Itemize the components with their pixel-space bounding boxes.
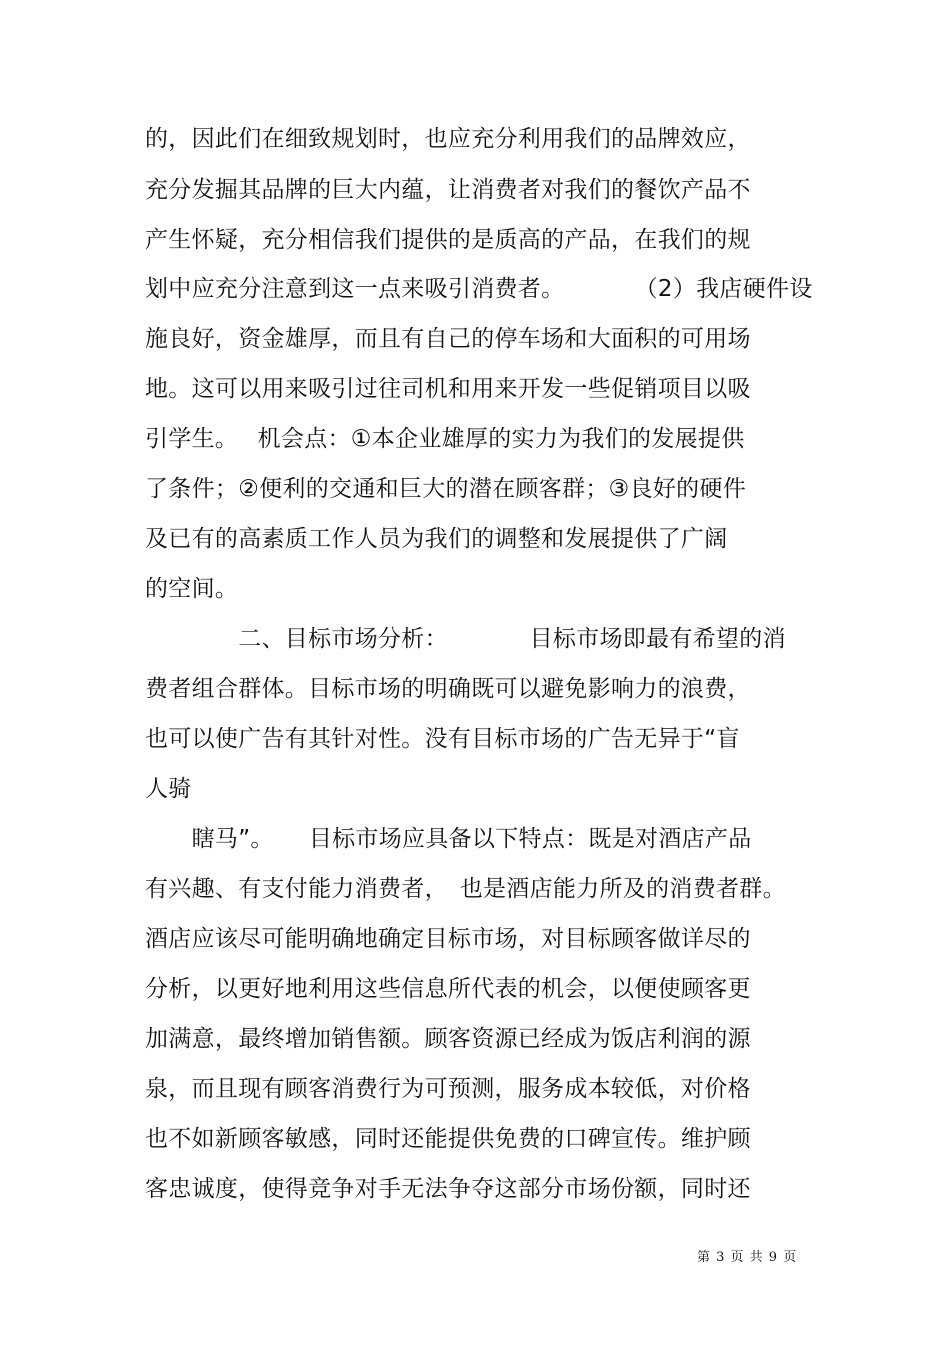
- text-line: 泉，而且现有顾客消费行为可预测，服务成本较低，对价格: [145, 1076, 751, 1102]
- text-line: 人骑: [145, 776, 192, 802]
- text-line: 充分发掘其品牌的巨大内蕴，让消费者对我们的餐饮产品不: [145, 177, 751, 203]
- text-line: 也不如新顾客敏感，同时还能提供免费的口碑宣传。维护顾: [145, 1126, 751, 1152]
- text-line: 的，因此们在细致规划时，也应充分利用我们的品牌效应，: [145, 126, 751, 152]
- text-line: 产生怀疑，充分相信我们提供的是质高的产品，在我们的规: [145, 227, 751, 253]
- page-number-footer: 第 3 页 共 9 页: [697, 1250, 798, 1265]
- text-line: 分析，以更好地利用这些信息所代表的机会，以便使顾客更: [145, 976, 751, 1002]
- text-line: 的空间。: [145, 576, 239, 602]
- text-line: 引学生。 机会点：①本企业雄厚的实力为我们的发展提供: [145, 426, 745, 452]
- text-line: 客忠诚度，使得竞争对手无法争夺这部分市场份额，同时还: [145, 1176, 751, 1202]
- text-line: 有兴趣、有支付能力消费者， 也是酒店能力所及的消费者群。: [145, 876, 786, 902]
- text-line: 费者组合群体。目标市场的明确既可以避免影响力的浪费，: [145, 676, 751, 702]
- text-line: 地。这可以用来吸引过往司机和用来开发一些促销项目以吸: [145, 376, 751, 402]
- text-line: 划中应充分注意到这一点来吸引消费者。 （2）我店硬件设: [145, 276, 813, 302]
- text-line: 二、目标市场分析： 目标市场即最有希望的消: [145, 626, 786, 652]
- text-line: 加满意，最终增加销售额。顾客资源已经成为饭店利润的源: [145, 1026, 751, 1052]
- text-line: 也可以使广告有其针对性。没有目标市场的广告无异于“盲: [145, 726, 740, 752]
- text-line: 及已有的高素质工作人员为我们的调整和发展提供了广阔: [145, 526, 728, 552]
- text-line: 了条件；②便利的交通和巨大的潜在顾客群；③良好的硬件: [145, 476, 747, 502]
- text-line: 施良好，资金雄厚，而且有自己的停车场和大面积的可用场: [145, 326, 751, 352]
- text-line: 瞎马”。 目标市场应具备以下特点：既是对酒店产品: [145, 826, 752, 852]
- text-line: 酒店应该尽可能明确地确定目标市场，对目标顾客做详尽的: [145, 926, 751, 952]
